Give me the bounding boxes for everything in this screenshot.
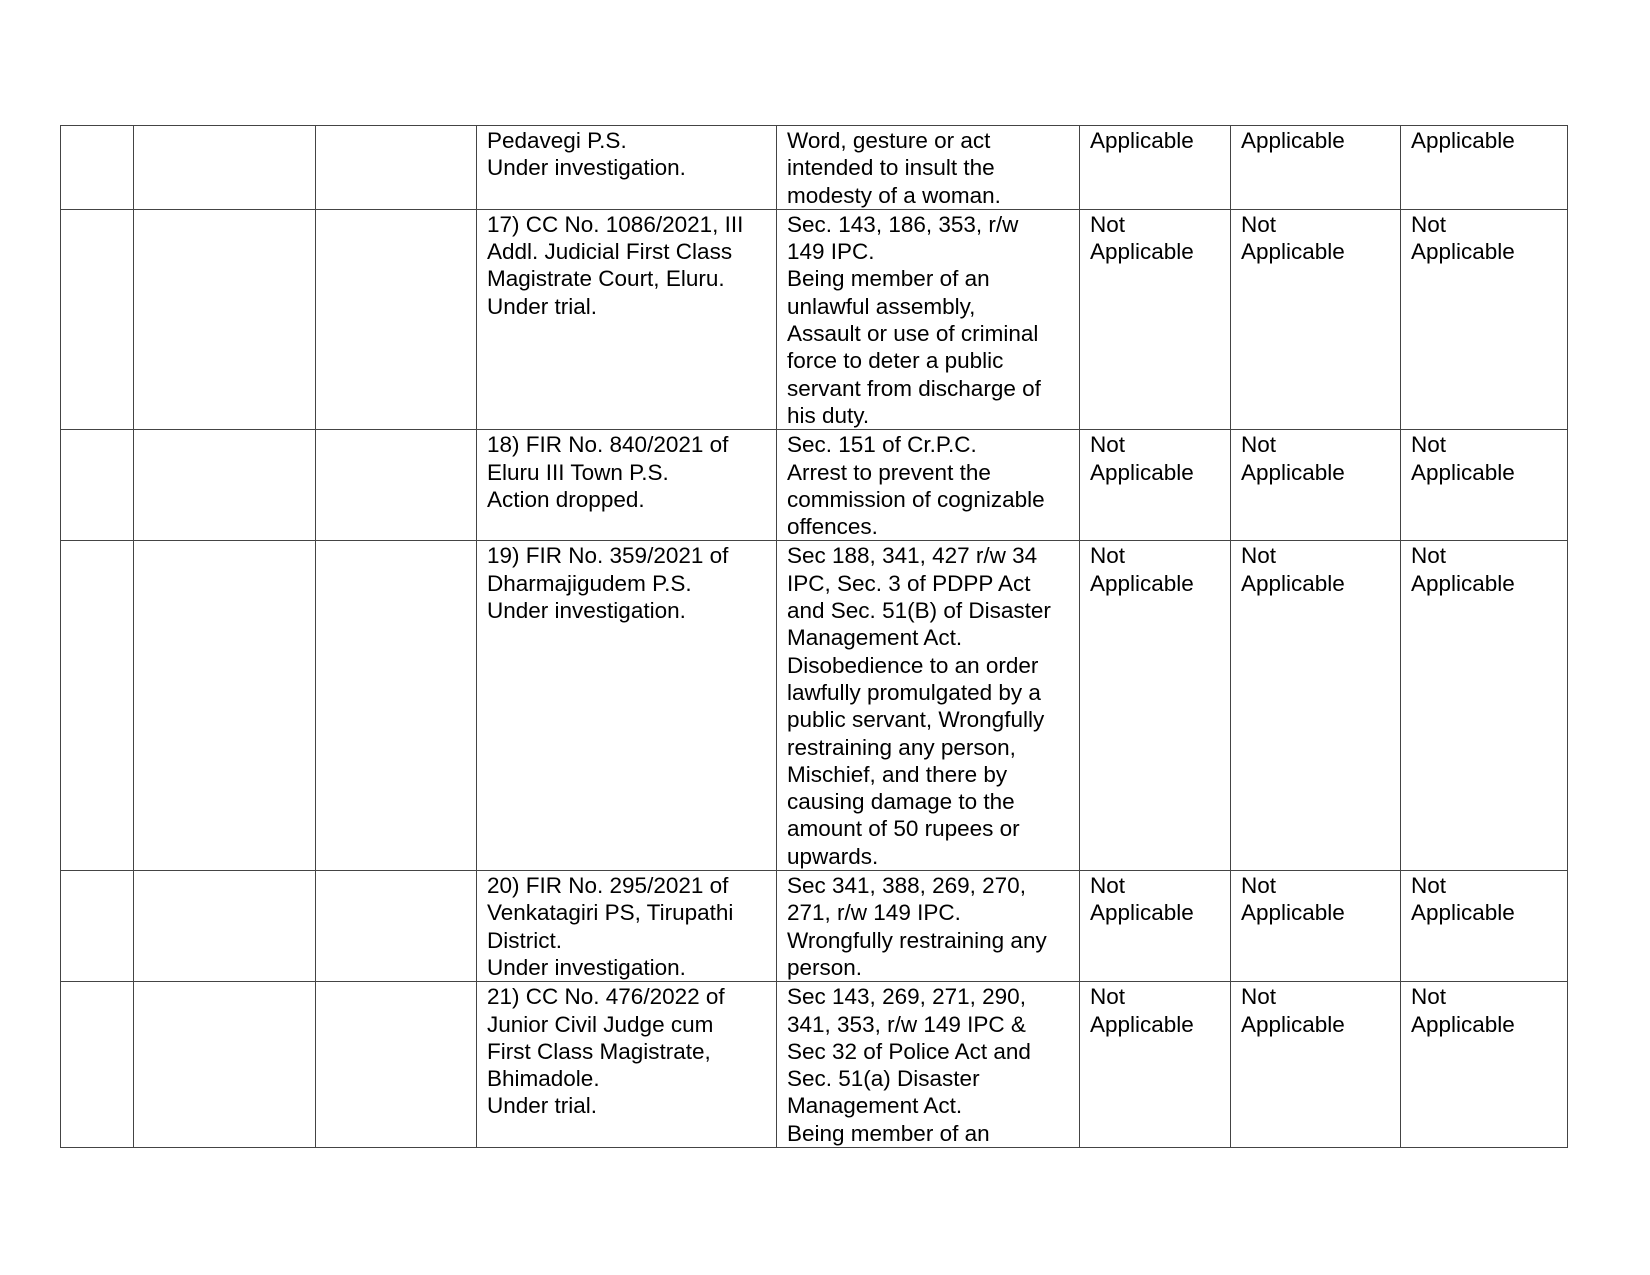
- cell-text-line: 341, 353, r/w 149 IPC &: [787, 1011, 1026, 1037]
- serial-cell: [61, 126, 134, 210]
- cell-text-line: Under investigation.: [487, 954, 686, 980]
- cell-text-line: Applicable: [1411, 1011, 1515, 1037]
- applicability-cell-b: [1231, 871, 1401, 982]
- table-row: [61, 871, 1568, 982]
- cell-text-line: IPC, Sec. 3 of PDPP Act: [787, 570, 1031, 596]
- cell-text-line: amount of 50 rupees or: [787, 816, 1020, 842]
- cell-text-line: Applicable: [1411, 459, 1515, 485]
- applicability-cell-b: [1231, 209, 1401, 429]
- cell-text-line: Action dropped.: [487, 486, 645, 512]
- serial-cell: [61, 209, 134, 429]
- applicability-cell-a: [1080, 209, 1231, 429]
- cell-text-line: Disobedience to an order: [787, 652, 1039, 678]
- details-cell: [316, 871, 477, 982]
- applicability-cell-b: [1231, 982, 1401, 1148]
- cell-text-line: District.: [487, 927, 562, 953]
- table-row: [61, 209, 1568, 429]
- applicability-cell-c: [1401, 541, 1568, 871]
- cell-text-line: person.: [787, 954, 863, 980]
- applicability-cell-b: [1231, 126, 1401, 210]
- cell-text-line: offences.: [787, 514, 878, 540]
- cell-text-line: Magistrate Court, Eluru.: [487, 266, 725, 292]
- cell-text-line: Sec 32 of Police Act and: [787, 1038, 1031, 1064]
- details-cell: [316, 430, 477, 541]
- cell-text-line: Not: [1241, 984, 1277, 1010]
- name-cell: [134, 209, 316, 429]
- cell-text-line: Applicable: [1411, 570, 1515, 596]
- applicability-cell-c: [1401, 430, 1568, 541]
- offence-cell: [777, 126, 1080, 210]
- applicability-cell-c: [1401, 126, 1568, 210]
- offence-cell: [777, 871, 1080, 982]
- cell-text-line: Under trial.: [487, 1093, 598, 1119]
- case-details-cell: [477, 871, 777, 982]
- table-row: [61, 982, 1568, 1148]
- cell-text-line: 19) FIR No. 359/2021 of: [487, 543, 729, 569]
- cell-text-line: Applicable: [1090, 900, 1194, 926]
- cell-text-line: Being member of an: [787, 1120, 990, 1146]
- cell-text-line: 271, r/w 149 IPC.: [787, 900, 961, 926]
- cell-text-line: Not: [1241, 873, 1277, 899]
- table-row: [61, 541, 1568, 871]
- cell-text-line: 149 IPC.: [787, 239, 875, 265]
- cell-text-line: Applicable: [1241, 459, 1345, 485]
- table-row: [61, 430, 1568, 541]
- cell-text-line: and Sec. 51(B) of Disaster: [787, 598, 1051, 624]
- cell-text-line: intended to insult the: [787, 155, 995, 181]
- name-cell: [134, 126, 316, 210]
- cell-text-line: upwards.: [787, 843, 879, 869]
- cell-text-line: lawfully promulgated by a: [787, 679, 1041, 705]
- applicability-cell-c: [1401, 871, 1568, 982]
- cell-text-line: Applicable: [1090, 128, 1194, 153]
- cell-text-line: Management Act.: [787, 625, 963, 651]
- cell-text-line: Applicable: [1411, 128, 1515, 153]
- serial-cell: [61, 541, 134, 871]
- cell-text-line: restraining any person,: [787, 734, 1016, 760]
- cell-text-line: Pedavegi P.S.: [487, 128, 627, 153]
- cell-text-line: unlawful assembly,: [787, 293, 976, 319]
- cell-text-line: Junior Civil Judge cum: [487, 1011, 714, 1037]
- cell-text-line: his duty.: [787, 402, 870, 428]
- cell-text-line: Applicable: [1411, 900, 1515, 926]
- cell-text-line: Not: [1411, 432, 1447, 458]
- cell-text-line: Not: [1090, 543, 1126, 569]
- cell-text-line: causing damage to the: [787, 789, 1015, 815]
- details-cell: [316, 209, 477, 429]
- cell-text-line: Assault or use of criminal: [787, 321, 1039, 347]
- cell-text-line: Applicable: [1090, 570, 1194, 596]
- serial-cell: [61, 430, 134, 541]
- applicability-cell-a: [1080, 541, 1231, 871]
- cell-text-line: Sec. 51(a) Disaster: [787, 1066, 980, 1092]
- cell-text-line: 21) CC No. 476/2022 of: [487, 984, 725, 1010]
- offence-cell: [777, 430, 1080, 541]
- cell-text-line: Sec. 151 of Cr.P.C.: [787, 432, 977, 458]
- cell-text-line: Bhimadole.: [487, 1066, 600, 1092]
- cell-text-line: Mischief, and there by: [787, 761, 1008, 787]
- details-cell: [316, 982, 477, 1148]
- cell-text-line: Not: [1241, 543, 1277, 569]
- cell-text-line: Management Act.: [787, 1093, 963, 1119]
- cell-text-line: Wrongfully restraining any: [787, 927, 1047, 953]
- cell-text-line: Not: [1411, 984, 1447, 1010]
- serial-cell: [61, 871, 134, 982]
- cell-text-line: modesty of a woman.: [787, 182, 1001, 208]
- details-cell: [316, 541, 477, 871]
- case-details-cell: [477, 126, 777, 210]
- applicability-cell-b: [1231, 541, 1401, 871]
- cell-text-line: Under trial.: [487, 293, 598, 319]
- cell-text-line: Not: [1411, 211, 1447, 237]
- case-details-cell: [477, 430, 777, 541]
- cell-text-line: Applicable: [1241, 570, 1345, 596]
- case-details-cell: [477, 209, 777, 429]
- cell-text-line: Sec 188, 341, 427 r/w 34: [787, 543, 1038, 569]
- cell-text-line: Sec 341, 388, 269, 270,: [787, 873, 1026, 899]
- cell-text-line: Word, gesture or act: [787, 128, 991, 153]
- cell-text-line: Under investigation.: [487, 598, 686, 624]
- case-details-cell: [477, 982, 777, 1148]
- cell-text-line: Applicable: [1090, 1011, 1194, 1037]
- cell-text-line: Dharmajigudem P.S.: [487, 570, 692, 596]
- cell-text-line: Being member of an: [787, 266, 990, 292]
- applicability-cell-a: [1080, 430, 1231, 541]
- cell-text-line: Not: [1090, 211, 1126, 237]
- cell-text-line: 17) CC No. 1086/2021, III: [487, 211, 744, 237]
- case-table: [60, 125, 1568, 1148]
- cell-text-line: Applicable: [1241, 239, 1345, 265]
- cell-text-line: force to deter a public: [787, 348, 1004, 374]
- applicability-cell-a: [1080, 126, 1231, 210]
- name-cell: [134, 430, 316, 541]
- cell-text-line: Applicable: [1090, 239, 1194, 265]
- offence-cell: [777, 541, 1080, 871]
- cell-text-line: Under investigation.: [487, 155, 686, 181]
- applicability-cell-c: [1401, 982, 1568, 1148]
- applicability-cell-a: [1080, 982, 1231, 1148]
- cell-text-line: Not: [1090, 432, 1126, 458]
- details-cell: [316, 126, 477, 210]
- applicability-cell-c: [1401, 209, 1568, 429]
- name-cell: [134, 871, 316, 982]
- cell-text-line: 18) FIR No. 840/2021 of: [487, 432, 729, 458]
- cell-text-line: Applicable: [1411, 239, 1515, 265]
- table-row: [61, 126, 1568, 210]
- cell-text-line: Not: [1241, 211, 1277, 237]
- cell-text-line: public servant, Wrongfully: [787, 707, 1045, 733]
- table-body: [61, 126, 1568, 1148]
- cell-text-line: Not: [1241, 432, 1277, 458]
- cell-text-line: Sec 143, 269, 271, 290,: [787, 984, 1026, 1010]
- cell-text-line: Venkatagiri PS, Tirupathi: [487, 900, 734, 926]
- cell-text-line: Applicable: [1090, 459, 1194, 485]
- cell-text-line: Applicable: [1241, 900, 1345, 926]
- cell-text-line: Sec. 143, 186, 353, r/w: [787, 211, 1019, 237]
- cell-text-line: commission of cognizable: [787, 486, 1045, 512]
- cell-text-line: Not: [1411, 873, 1447, 899]
- cell-text-line: Not: [1090, 984, 1126, 1010]
- applicability-cell-b: [1231, 430, 1401, 541]
- cell-text-line: First Class Magistrate,: [487, 1038, 711, 1064]
- name-cell: [134, 541, 316, 871]
- cell-text-line: Applicable: [1241, 128, 1345, 153]
- case-details-cell: [477, 541, 777, 871]
- cell-text-line: Eluru III Town P.S.: [487, 459, 669, 485]
- serial-cell: [61, 982, 134, 1148]
- cell-text-line: Not: [1090, 873, 1126, 899]
- offence-cell: [777, 982, 1080, 1148]
- applicability-cell-a: [1080, 871, 1231, 982]
- name-cell: [134, 982, 316, 1148]
- cell-text-line: Addl. Judicial First Class: [487, 239, 733, 265]
- cell-text-line: servant from discharge of: [787, 375, 1041, 401]
- offence-cell: [777, 209, 1080, 429]
- cell-text-line: Arrest to prevent the: [787, 459, 991, 485]
- cell-text-line: Applicable: [1241, 1011, 1345, 1037]
- cell-text-line: Not: [1411, 543, 1447, 569]
- cell-text-line: 20) FIR No. 295/2021 of: [487, 873, 729, 899]
